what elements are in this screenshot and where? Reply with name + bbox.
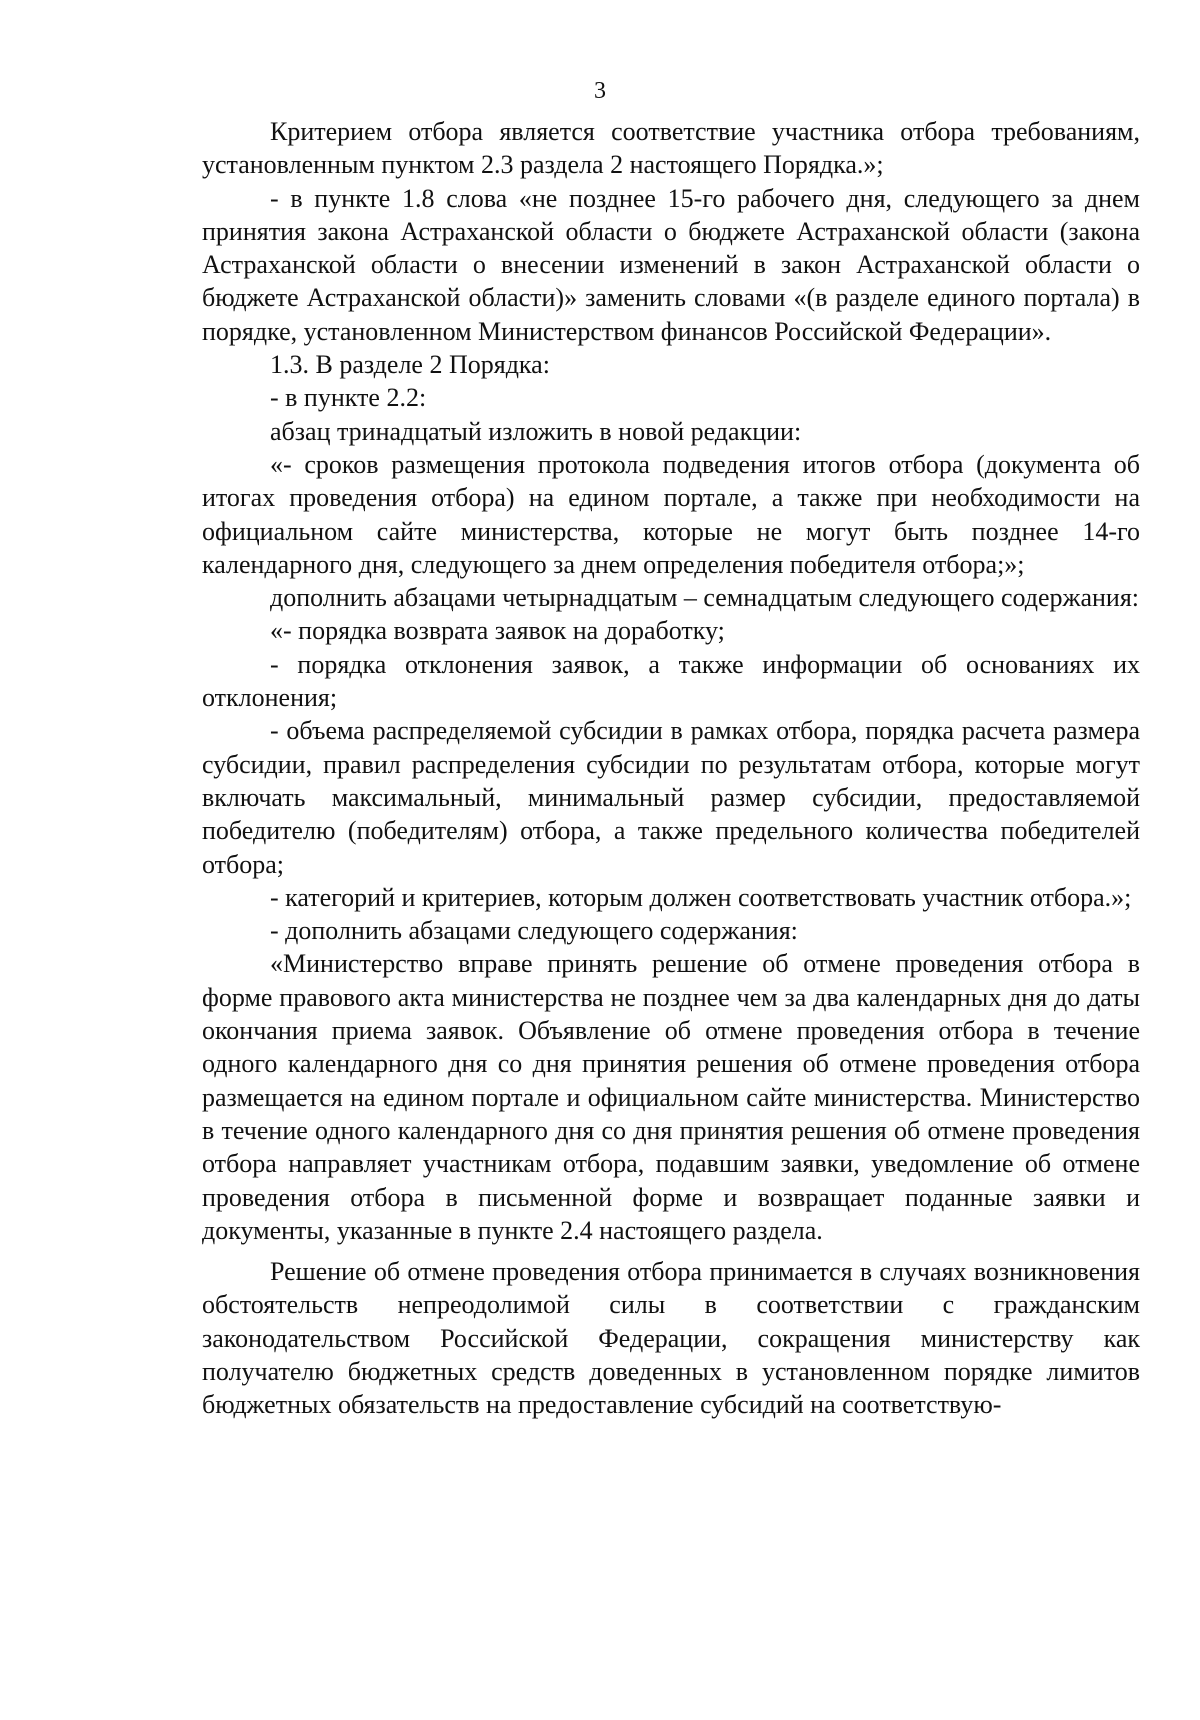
paragraph: 1.3. В разделе 2 Порядка: — [270, 350, 550, 380]
document-body — [202, 115, 1140, 1422]
paragraph: - дополнить абзацами следующего содержания: — [270, 916, 798, 946]
paragraph: - в пункте 2.2: — [270, 383, 427, 413]
paragraph: абзац тринадцатый изложить в новой редакции: — [270, 416, 802, 446]
paragraph: «Министерство вправе принять решение об отмене проведения отбора в форме правового акта министерства не позднее чем за два календарных дня до даты окончания приема заявок. Объявление об отмене проведения отбора в течение одного календарного дня со дня принятия решения об отмене проведения отбора размещается на едином портале и официальном сайте министерства. Министерство в течение одного календарного дня со дня принятия решения об отмене проведения отбора направляет участникам отбора, подавшим заявки, уведомление об отмене проведения отбора в письменной форме и возвращает поданные заявки и документы, указанные в пункте 2.4 настоящего раздела. — [202, 949, 1140, 1245]
paragraph: дополнить абзацами четырнадцатым – семнадцатым следующего содержания: — [270, 583, 1140, 613]
paragraph: - объема распределяемой субсидии в рамках отбора, порядка расчета размера субсидии, правил распределения субсидии по результатам отбора, которые могут включать максимальный, минимальный размер субсидии, предоставляемой победителю (победителям) отбора, а также предельного количества победителей отбора; — [202, 716, 1140, 879]
paragraph: - в пункте 1.8 слова «не позднее 15-го рабочего дня, следующего за днем принятия закона Астраханской области о бюджете Астраханской области (закона Астраханской области о внесении изменений в закон Астраханской области о бюджете Астраханской области)» заменить словами «(в разделе единого портала) в порядке, установленном Министерством финансов Российской Федерации». — [202, 183, 1140, 346]
paragraph: - порядка отклонения заявок, а также информации об основаниях их отклонения; — [202, 649, 1140, 713]
paragraph: «- порядка возврата заявок на доработку; — [270, 616, 725, 646]
page-number: 3 — [594, 78, 606, 104]
paragraph: «- сроков размещения протокола подведения итогов отбора (документа об итогах проведения отбора) на едином портале, а также при необходимости на официальном сайте министерства, которые не могут быть позднее 14-го календарного дня, следующего за днем определения победителя отбора;»; — [202, 449, 1140, 579]
paragraph: Решение об отмене проведения отбора принимается в случаях возникновения обстоятельств непреодолимой силы в соответствии с гражданским законодательством Российской Федерации, сокращения министерству как получателю бюджетных средств доведенных в установленном порядке лимитов бюджетных обязательств на предоставление субсидий на соответствую- — [202, 1257, 1140, 1420]
paragraph: Критерием отбора является соответствие участника отбора требованиям, установленным пунктом 2.3 раздела 2 настоящего Порядка.»; — [202, 117, 1140, 180]
paragraph: - категорий и критериев, которым должен соответствовать участник отбора.»; — [270, 882, 1132, 912]
